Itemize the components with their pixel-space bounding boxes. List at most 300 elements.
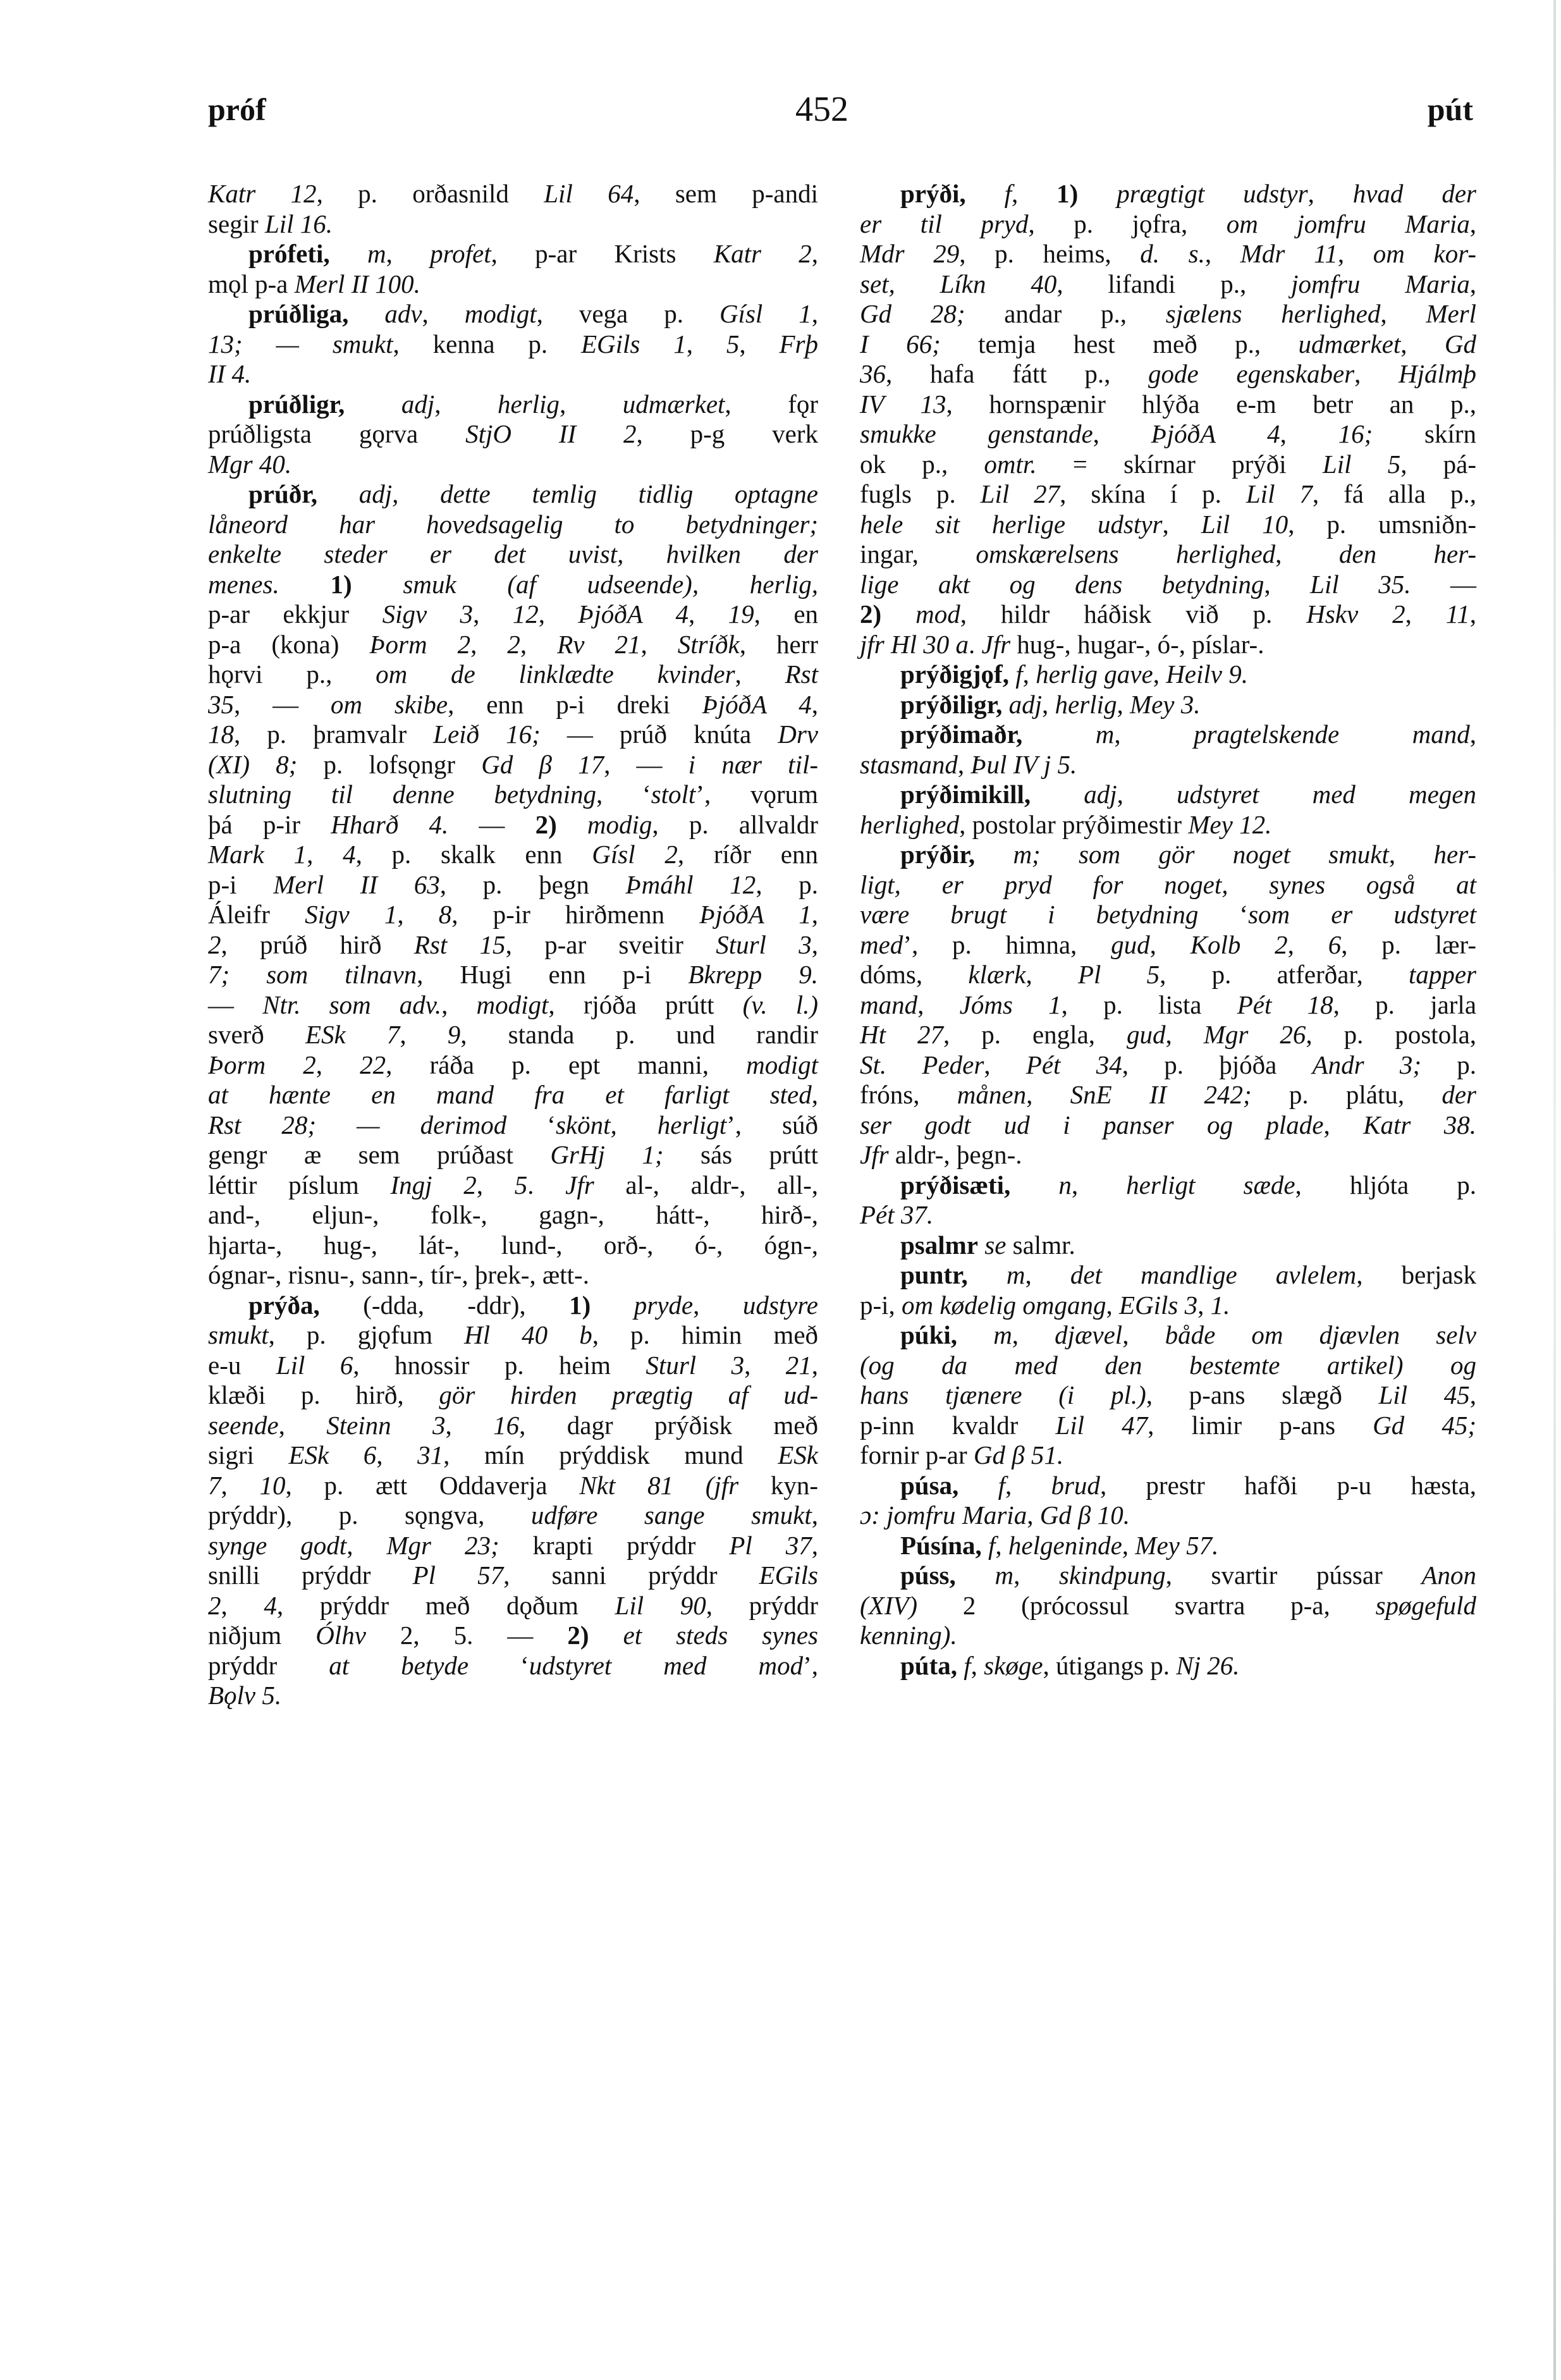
italic-text: ESk 6 <box>288 1440 377 1469</box>
entry-line <box>208 209 818 240</box>
headword: prýðiligr, <box>900 689 1003 719</box>
headword: prýða, <box>248 1290 320 1320</box>
text: , <box>1005 1470 1051 1500</box>
text: , p-g verk <box>636 419 818 448</box>
text: and-, eljun-, folk-, gagn-, hátt-, hirð-, <box>208 1200 818 1229</box>
dictionary-entry <box>208 299 818 390</box>
italic-text: gud <box>1111 929 1150 959</box>
dictionary-entry <box>860 780 1476 840</box>
italic-text: ESk <box>778 1440 818 1469</box>
italic-text: månen <box>957 1080 1027 1109</box>
text: , <box>1027 1500 1040 1530</box>
entry-line <box>208 1500 818 1531</box>
italic-text: m; som gör noget smukt <box>1013 840 1389 869</box>
text: kyn- <box>738 1470 818 1500</box>
entry-line <box>860 780 1476 810</box>
entry-line <box>208 990 818 1021</box>
italic-text: Mdr 29 <box>860 239 960 268</box>
entry-line <box>208 450 818 480</box>
italic-text: ÞjóðA 4 <box>1151 419 1280 448</box>
text <box>279 570 331 599</box>
text: , hljóta p. <box>1295 1170 1477 1199</box>
italic-text: Lil 7 <box>1246 479 1313 508</box>
text: , sanni prýddr <box>503 1561 759 1590</box>
italic-text: seende <box>208 1410 279 1440</box>
text: , <box>811 1530 819 1560</box>
italic-text: II 4. <box>208 359 252 388</box>
italic-text: hans tjænere (i pl.) <box>860 1380 1146 1409</box>
headword: Púsína, <box>900 1530 982 1560</box>
italic-text: udstyret med megen <box>1176 780 1477 809</box>
italic-text: Pét 34 <box>1025 1050 1122 1079</box>
italic-text: ɔ: jomfru Maria <box>860 1500 1027 1530</box>
text: , <box>386 239 431 268</box>
entry-line <box>208 239 818 269</box>
italic-text: Steinn 3 <box>326 1410 446 1440</box>
text: , <box>1122 1530 1136 1560</box>
text <box>348 299 384 328</box>
text: , <box>476 1170 515 1199</box>
text: , <box>735 659 785 689</box>
italic-text: med <box>860 929 903 959</box>
dictionary-entry <box>860 1561 1476 1651</box>
text: krapti prýddr <box>499 1530 730 1560</box>
entry-line <box>860 900 1476 930</box>
text: , rjóða prútt <box>548 990 743 1019</box>
text: , <box>1469 1380 1476 1409</box>
italic-text: menes. <box>208 569 279 599</box>
italic-text: her- <box>1433 840 1476 869</box>
italic-text: profet <box>430 239 491 268</box>
dictionary-entry <box>860 1170 1476 1230</box>
entry-line <box>860 1500 1476 1531</box>
text: , <box>434 389 498 419</box>
text: , svartir pússar <box>1165 1561 1422 1590</box>
italic-text: slutning til denne betydning <box>208 780 597 809</box>
italic-text: stolt <box>651 780 696 809</box>
text: , <box>811 1500 818 1530</box>
italic-text: synge godt <box>208 1530 347 1560</box>
italic-text: Pl 37 <box>729 1530 812 1560</box>
italic-text: 22 <box>360 1050 386 1079</box>
text: , sem p-andi <box>634 179 818 208</box>
text: , ríðr enn <box>677 840 819 869</box>
text: , p-ar sveitir <box>505 929 716 959</box>
entry-line <box>860 479 1476 510</box>
text: , <box>445 1410 494 1440</box>
entry-line <box>860 269 1476 300</box>
entry-line <box>860 810 1476 840</box>
italic-text: skönt, herligt <box>555 1110 727 1139</box>
text: , <box>346 1530 387 1560</box>
entry-line <box>208 1230 818 1261</box>
italic-text: udføre sange smukt <box>530 1500 812 1530</box>
italic-text: Rst 15 <box>413 929 506 959</box>
entry-line <box>208 299 818 329</box>
text: ’, vǫrum <box>695 780 818 809</box>
italic-text: 35 <box>208 689 234 719</box>
italic-text: Ht 27 <box>860 1020 943 1049</box>
italic-text: Gd <box>1444 329 1477 359</box>
text: , <box>1117 780 1177 809</box>
headword: prúðr, <box>248 479 317 508</box>
text: skírn <box>1373 419 1477 448</box>
italic-text: smukt <box>208 1320 269 1349</box>
headword: prúðliga, <box>248 299 349 328</box>
entry-line <box>860 990 1476 1021</box>
italic-text: herligt sæde <box>1126 1170 1295 1199</box>
entry-line <box>208 1380 818 1411</box>
text <box>1031 780 1084 809</box>
entry-line <box>208 1110 818 1141</box>
italic-text: 36 <box>860 359 886 388</box>
text: , p. ætt Oddaverja <box>285 1470 580 1500</box>
italic-text: 19 <box>728 599 754 629</box>
italic-text: sjælens herlighed <box>1165 299 1381 328</box>
italic-text: Pl 5 <box>1077 960 1160 989</box>
text: , <box>1025 1260 1070 1289</box>
text: p-inn kvaldr <box>860 1410 1056 1440</box>
italic-text: herlig gave <box>1036 659 1153 689</box>
italic-text: f <box>988 1530 996 1560</box>
entry-line <box>860 1050 1476 1081</box>
italic-text: (XIV) <box>860 1590 918 1620</box>
text: , <box>917 990 960 1019</box>
italic-text: modig <box>587 809 652 839</box>
text: , en <box>754 599 819 629</box>
italic-text: Hl 40 b <box>464 1320 592 1349</box>
left-column <box>208 179 818 1711</box>
italic-text: Katr 38. <box>1363 1110 1476 1139</box>
italic-text: se <box>984 1230 1007 1260</box>
italic-text: udmærket <box>1298 329 1401 359</box>
italic-text: udstyret med mod <box>529 1650 804 1680</box>
text: ‘ <box>468 1650 529 1680</box>
italic-text: Mdr 11 <box>1240 239 1338 268</box>
italic-text: Sigv 3 <box>382 599 474 629</box>
text: , standa p. und randir <box>460 1020 819 1049</box>
italic-text: IV 13 <box>860 389 946 419</box>
entry-line <box>208 1170 818 1201</box>
text <box>1010 1170 1058 1199</box>
text: prýddr), p. sǫngva, <box>208 1500 531 1530</box>
text: , útigangs p. <box>1043 1650 1177 1680</box>
italic-text: Sigv 1 <box>305 900 398 929</box>
text: mǫl p-a <box>208 269 295 298</box>
text: ’, súð <box>726 1110 819 1139</box>
entry-line <box>860 870 1476 900</box>
entry-line <box>208 390 818 420</box>
entry-line <box>208 1621 818 1651</box>
italic-text: Mey 12. <box>1188 809 1272 839</box>
headword: púss, <box>900 1561 956 1590</box>
text: , <box>811 689 818 719</box>
italic-text: Pét 37. <box>860 1200 934 1229</box>
italic-text: enkelte steder er det uvist, hvilken der <box>208 539 818 568</box>
entry-line <box>208 810 818 840</box>
entry-line <box>208 1531 818 1561</box>
entry-line <box>208 570 818 600</box>
text: , p. þramvalr <box>234 720 434 749</box>
text <box>956 1561 995 1590</box>
italic-text: StjO II 2 <box>465 419 637 448</box>
entry-line <box>860 1411 1476 1441</box>
italic-text: d. s. <box>1140 239 1205 268</box>
entry-line <box>860 1561 1476 1591</box>
italic-text: f <box>964 1650 971 1680</box>
text: , <box>1122 1320 1165 1349</box>
italic-text: stasmand <box>860 749 958 779</box>
text: , <box>1204 239 1240 268</box>
entry-line <box>208 1651 818 1681</box>
text: , <box>473 599 513 629</box>
entry-line <box>860 1351 1476 1381</box>
text: , <box>1149 929 1191 959</box>
text: andar p., <box>965 299 1166 328</box>
text <box>978 1230 984 1260</box>
text: — prúð knúta <box>540 720 778 749</box>
entry-line <box>208 1200 818 1230</box>
text: dóms, <box>860 960 969 989</box>
italic-text: Gd 28; <box>860 299 965 328</box>
text: , <box>1117 689 1130 719</box>
italic-text: adv <box>384 299 422 328</box>
entry-line <box>208 840 818 870</box>
italic-text: ESk 7 <box>305 1020 400 1049</box>
text: , <box>1388 840 1434 869</box>
entry-line <box>208 510 818 540</box>
text: , Hugi enn p-i <box>417 960 689 989</box>
text: p-a (kona) <box>208 629 370 659</box>
text: , prúð hirð <box>221 929 414 959</box>
text: , prýddr <box>706 1590 818 1620</box>
dictionary-entry <box>208 390 818 480</box>
italic-text: (XI) 8; <box>208 749 298 779</box>
text: , <box>1264 569 1311 599</box>
italic-text: Rst <box>785 659 818 689</box>
text: , hornspænir hlýða e-m betr an p., <box>946 389 1476 419</box>
text: , <box>221 1590 264 1620</box>
text: ok p., <box>860 449 984 479</box>
text <box>1009 659 1015 689</box>
italic-text: Þmáhl 12 <box>625 869 756 899</box>
italic-text: Hskv 2 <box>1306 599 1405 629</box>
italic-text: spøgefuld <box>1375 1590 1476 1620</box>
italic-text: Leið 16; <box>433 720 541 749</box>
entry-line <box>208 690 818 720</box>
text: , <box>1280 419 1338 448</box>
italic-text: m <box>367 239 386 268</box>
text: , <box>400 1020 448 1049</box>
entry-line <box>208 960 818 990</box>
text: , berjask <box>1356 1260 1477 1289</box>
text: , fǫr <box>725 389 819 419</box>
italic-text: 8 <box>438 900 452 929</box>
italic-text: som er udstyret <box>1248 900 1476 929</box>
entry-line <box>860 630 1476 660</box>
italic-text: Jfr <box>860 1140 889 1169</box>
text: ‘ <box>1198 900 1249 929</box>
italic-text: EGils 3 <box>1118 1290 1198 1320</box>
text: — <box>208 990 263 1019</box>
italic-text: Ntr. som adv. <box>262 990 442 1019</box>
italic-text: ÞjóðA 1 <box>699 900 812 929</box>
text: , p. atferðar, <box>1160 960 1409 989</box>
text: , <box>1354 359 1399 388</box>
text: hǫrvi p., <box>208 659 376 689</box>
headword: púki, <box>900 1320 958 1349</box>
text: , <box>470 629 508 659</box>
text: , <box>811 929 818 959</box>
italic-text: f <box>1015 659 1023 689</box>
italic-text: St. Peder <box>860 1050 984 1079</box>
text: , <box>1042 689 1055 719</box>
text: hug-, hugar-, ó-, píslar-. <box>1010 629 1264 659</box>
italic-text: Mark 1 <box>208 840 307 869</box>
text: p. <box>1421 1050 1477 1079</box>
italic-text: skindpung <box>1059 1561 1166 1590</box>
headword: prýðisæti, <box>900 1170 1011 1199</box>
text: , <box>559 389 623 419</box>
text: , <box>1165 1020 1204 1049</box>
text: p-i <box>208 869 274 899</box>
text: niðjum <box>208 1621 316 1650</box>
text: , <box>957 749 971 779</box>
italic-text: den her- <box>1338 539 1477 568</box>
text: , hnossir p. heim <box>353 1350 646 1380</box>
text: , prýddr með dǫðum <box>276 1590 615 1620</box>
headword: 1) <box>1056 179 1079 208</box>
italic-text: Stríðk <box>677 629 740 659</box>
text: , skína í p. <box>1060 479 1246 508</box>
text: , p. <box>756 869 819 899</box>
entry-line <box>860 179 1476 209</box>
text: , p. himin með <box>592 1320 819 1349</box>
text: , <box>811 239 819 268</box>
italic-text: gode egenskaber <box>1148 359 1355 388</box>
text: , p-ar Krists <box>491 239 714 268</box>
italic-text: at betyde <box>329 1650 469 1680</box>
italic-text: (og da med den bestemte artikel) og <box>860 1350 1476 1380</box>
italic-text: Rv 21 <box>557 629 641 659</box>
entry-line <box>208 1591 818 1621</box>
italic-text: Pl 57 <box>412 1561 504 1590</box>
italic-text: Gd β 51. <box>973 1440 1064 1469</box>
italic-text: der <box>1442 1080 1477 1109</box>
italic-text: Katr 12 <box>208 179 317 208</box>
italic-text: Gd 45; <box>1373 1410 1476 1440</box>
entry-line <box>860 1531 1476 1561</box>
entry-line <box>860 329 1476 360</box>
entry-line <box>208 1320 818 1351</box>
entry-line <box>860 960 1476 990</box>
text: , <box>1012 1320 1055 1349</box>
italic-text: Lil 64 <box>544 179 634 208</box>
italic-text: helgeninde <box>1008 1530 1122 1560</box>
text: , <box>970 1650 984 1680</box>
italic-text: i nær til- <box>688 749 818 779</box>
italic-text: Mgr 23; <box>386 1530 499 1560</box>
text: , <box>1380 299 1426 328</box>
entry-line <box>860 1200 1476 1230</box>
headword: prýði, <box>900 179 966 208</box>
entry-line <box>208 1471 818 1501</box>
entry-line <box>208 780 818 810</box>
text: , <box>1153 659 1166 689</box>
entry-line <box>208 1050 818 1081</box>
text: 2 (prócossul svartra p-a, <box>917 1590 1376 1620</box>
entry-line <box>208 930 818 960</box>
text: , <box>739 329 780 359</box>
text <box>589 1621 623 1650</box>
italic-text: Lil 6 <box>276 1350 353 1380</box>
italic-text: Andr 3; <box>1312 1050 1422 1079</box>
italic-text: prægtigt udstyr <box>1117 179 1308 208</box>
italic-text: Gísl 1 <box>719 299 812 328</box>
italic-text: 11 <box>1445 599 1470 629</box>
italic-text: Mgr 40. <box>208 449 292 479</box>
headword: psalmr <box>900 1230 978 1260</box>
italic-text: Rst 28; — derimod <box>208 1110 507 1139</box>
italic-text: både om djævlen selv <box>1165 1320 1477 1349</box>
text: , <box>1011 179 1057 208</box>
text: , — <box>234 689 331 719</box>
text: ‘ <box>506 1110 556 1139</box>
italic-text: adj <box>1008 689 1043 719</box>
text <box>958 1471 998 1500</box>
dictionary-entry <box>860 179 1476 659</box>
entry-line <box>208 359 818 390</box>
text: , <box>1106 1290 1119 1320</box>
text: , <box>1469 599 1477 629</box>
entry-line <box>860 1170 1476 1201</box>
text: salmr. <box>1006 1230 1075 1260</box>
italic-text: adj <box>1084 780 1117 809</box>
text: , <box>1026 1080 1070 1109</box>
italic-text: mand <box>860 990 918 1019</box>
text <box>591 1291 634 1320</box>
entry-line <box>860 239 1476 269</box>
dictionary-entry <box>860 1471 1476 1531</box>
italic-text: m <box>1006 1260 1025 1289</box>
dictionary-entry <box>860 1531 1476 1561</box>
dictionary-entry <box>860 1320 1476 1471</box>
italic-text: om kødelig omgang <box>902 1290 1106 1320</box>
entry-line <box>208 1291 818 1321</box>
headword: 1) <box>569 1290 591 1320</box>
right-column <box>860 179 1476 1681</box>
italic-text: om de linklædte kvinder <box>376 659 735 689</box>
text <box>1022 720 1096 749</box>
running-head-right: pút <box>1427 92 1473 127</box>
italic-text: 5 <box>726 329 740 359</box>
italic-text: Jóms 1 <box>959 990 1062 1019</box>
text: , <box>811 1080 818 1109</box>
entry-line <box>860 390 1476 420</box>
italic-text: 9 <box>447 1020 461 1049</box>
italic-text: ÞjóðA 4 <box>702 689 812 719</box>
italic-text: Pét 18 <box>1237 990 1333 1019</box>
text: , p. jarla <box>1333 990 1477 1019</box>
italic-text: I 66; <box>860 329 941 359</box>
text: fornir p-ar <box>860 1440 974 1469</box>
scan-edge <box>1553 0 1556 2380</box>
text: , p. orðasnild <box>316 179 544 208</box>
text: , postolar prýðimestir <box>959 809 1189 839</box>
dictionary-entry <box>860 690 1476 720</box>
headword: 1) <box>330 569 352 599</box>
italic-text: gud <box>1127 1020 1166 1049</box>
